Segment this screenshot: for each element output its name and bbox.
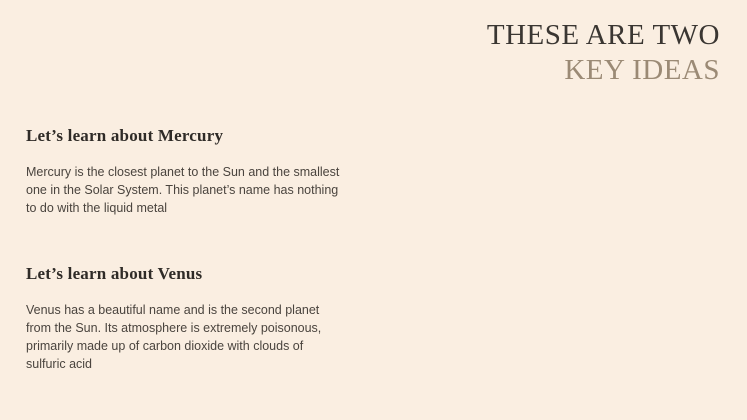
section-venus — [26, 264, 356, 374]
heading-line-1: THESE ARE TWO — [486, 19, 720, 51]
section-mercury-title: Let’s learn about Mercury — [26, 126, 224, 145]
section-venus-title: Let’s learn about Venus — [26, 264, 203, 283]
heading-line-2: KEY IDEAS — [564, 54, 720, 87]
section-mercury-body: Mercury is the closest planet to the Sun and the smallest one in the Solar System. This planet’s name has nothing to do with the liquid metal — [26, 165, 340, 216]
section-venus-body: Venus has a beautiful name and is the second planet from the Sun. Its atmosphere is extremely poisonous, primarily made up of carbon dioxide with clouds of sulfuric acid — [26, 303, 322, 372]
section-mercury — [26, 126, 356, 217]
slide-heading — [487, 18, 720, 89]
